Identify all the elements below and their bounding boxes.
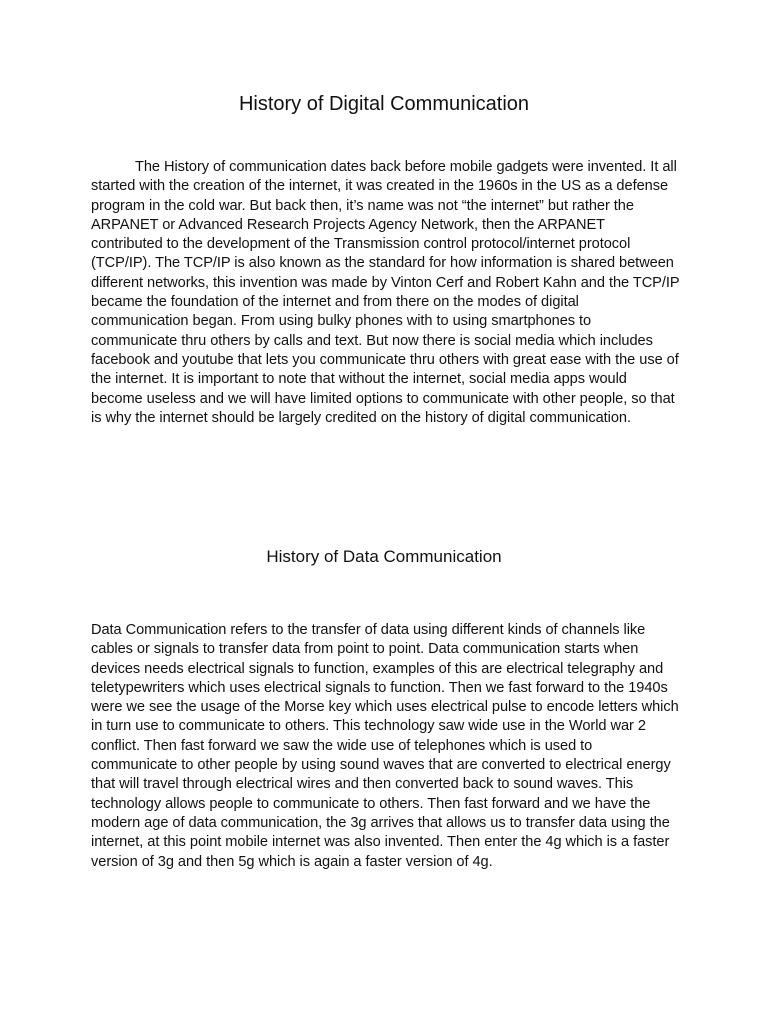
- section-body-data-communication: Data Communication refers to the transfer of data using different kinds of channels like cables or signals to transfer data from point to point. Data communication starts when devices needs electrical signals to function, examples of this are electrical telegraphy and teletypewriters which uses electrical signals to function. Then we fast forward to the 1940s were we see the usage of the Morse key which uses electrical pulse to encode letters which in turn use to communicate to others. This technology saw wide use in the World war 2 conflict. Then fast forward we saw the wide use of telephones which is used to communicate to other people by using sound waves that are converted to electrical energy that will travel through electrical wires and then converted back to sound waves. This technology allows people to communicate to others. Then fast forward and we have the modern age of data communication, the 3g arrives that allows us to transfer data using the internet, at this point mobile internet was also invented. Then enter the 4g which is a faster version of 3g and then 5g which is again a faster version of 4g.: [91, 622, 679, 870]
- section-title-digital-communication: History of Digital Communication: [238, 93, 530, 115]
- section-title-data-communication: History of Data Communication: [266, 547, 502, 566]
- section-body-digital-communication: The History of communication dates back before mobile gadgets were invented. It all started with the creation of the internet, it was created in the 1960s in the US as a defense program in the cold war. But back then, it’s name was not “the internet” but rather the ARPANET or Advanced Research Projects Agency Network, then the ARPANET contributed to the development of the Transmission control protocol/internet protocol (TCP/IP). The TCP/IP is also known as the standard for how information is shared between different networks, this invention was made by Vinton Cerf and Robert Kahn and the TCP/IP became the foundation of the internet and from there on the modes of digital communication began. From using bulky phones with to using smartphones to communicate thru others by calls and text. But now there is social media which includes facebook and youtube that lets you communicate thru others with great ease with the use of the internet. It is important to note that without the internet, social media apps would become useless and we will have limited options to communicate with other people, so that is why the internet should be largely credited on the history of digital communication.: [91, 159, 680, 426]
